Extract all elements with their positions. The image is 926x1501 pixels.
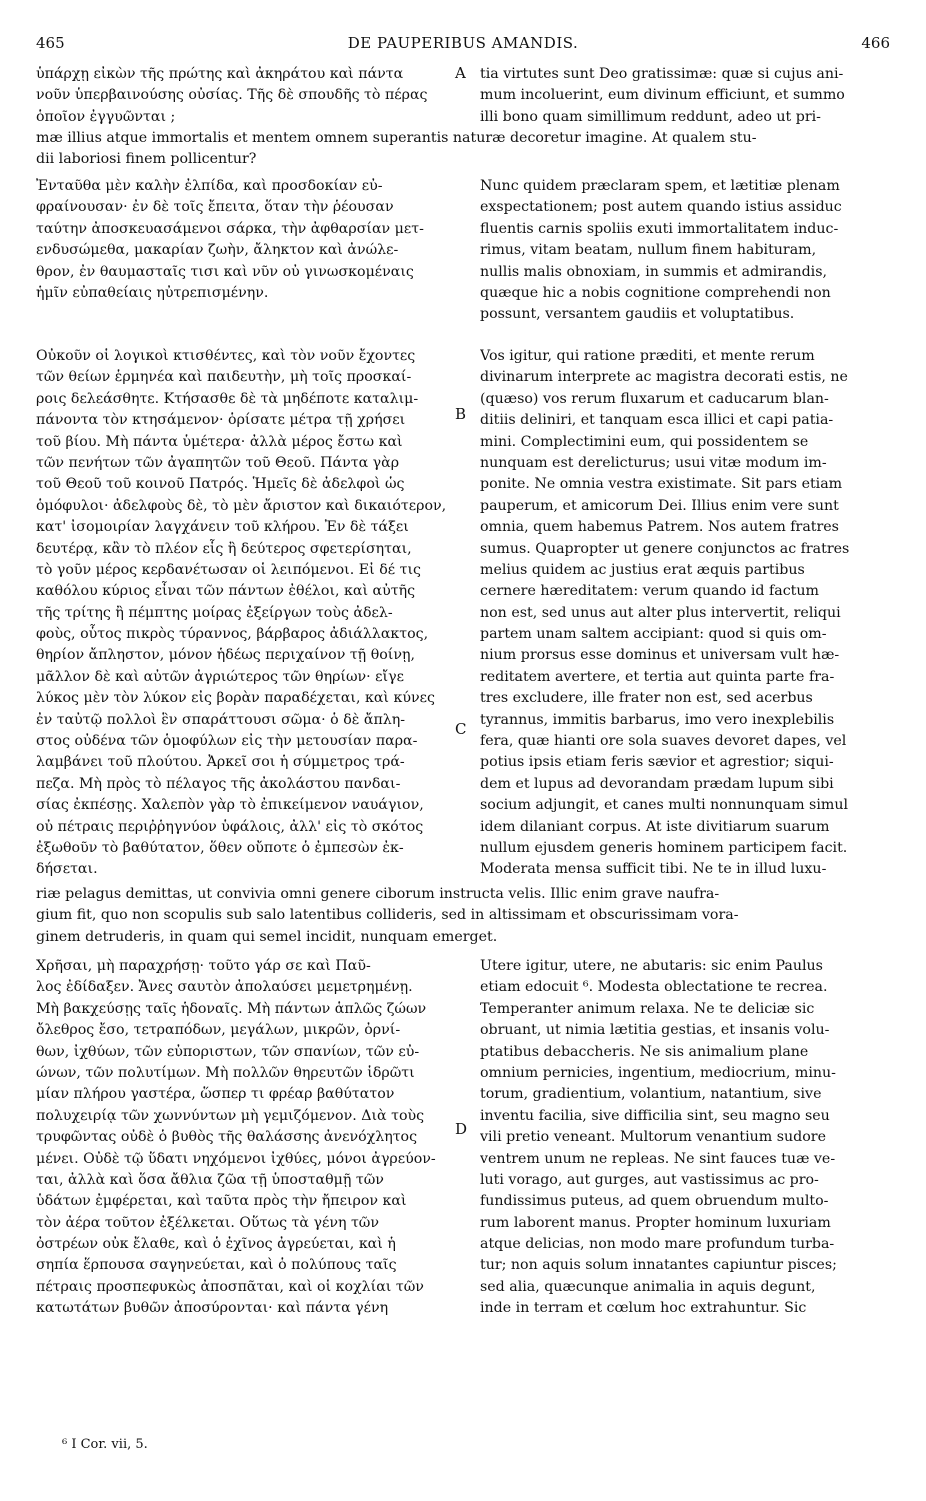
- greek-paragraph-2: [36, 346, 468, 881]
- text-line: ponite. Ne omnia vestra existimate. Sit pars etiam: [480, 476, 843, 493]
- greek-column-section-a: [36, 64, 468, 128]
- text-line: τρυφῶντας οὐδὲ ὁ βυθὸς τῆς θαλάσσης ἀνενόχλητος: [36, 1129, 418, 1146]
- text-line: ώνων, τῶν πολυτίμων. Μὴ πολλῶν θηρευτῶν ἱδρῶτι: [36, 1064, 415, 1081]
- text-line: non est, sed unus aut alter plus intervertit, reliqui: [480, 604, 841, 621]
- text-line: δευτέρᾳ, κἂν τὸ πλέον εἷς ἢ δεύτερος σφετερίσηται,: [36, 540, 412, 557]
- text-line: sumus. Quapropter ut genere conjunctos ac fratres: [480, 540, 850, 557]
- text-line: τὸ γοῦν μέρος κερδανέτωσαν οἱ λειπόμενοι. Εἰ δέ τις: [36, 561, 421, 578]
- page-number-left: 465: [36, 34, 65, 52]
- text-line: cernere hæreditatem: verum quando id factum: [480, 583, 819, 600]
- text-line: gium fit, quo non scopulis sub salo latentibus collideris, sed in altissimam et obscurissimam vora-: [36, 907, 739, 924]
- text-line: κατ' ἰσομοιρίαν λαγχάνειν τοῦ κλήρου. Ἐν δὲ τάξει: [36, 519, 409, 536]
- text-line: rum laborent manus. Propter hominum luxuriam: [480, 1214, 831, 1231]
- text-line: obruant, ut nimia lætitia gestias, et insanis volu-: [480, 1022, 830, 1039]
- text-line: exspectationem; post autem quando istius assiduc: [480, 199, 842, 216]
- text-line: ἡμῖν εὐπαθείαις ηὐτρεπισμένην.: [36, 284, 269, 301]
- text-line: κατωτάτων βυθῶν ἀποσύρονται· καὶ πάντα γένη: [36, 1300, 389, 1317]
- text-line: ditiis deliniri, et tanquam esca illici et capi patia-: [480, 412, 834, 429]
- text-line: tur; non aquis solum innatantes capiuntur pisces;: [480, 1257, 837, 1274]
- greek-paragraph-1: [36, 176, 468, 304]
- text-line: πέτραις προσπεφυκὼς ἀποσπᾶται, καὶ οἱ κοχλίαι τῶν: [36, 1278, 424, 1295]
- text-line: illi bono quam simillimum reddunt, adeo ut pri-: [480, 108, 821, 125]
- text-line: πεζα. Μὴ πρὸς τὸ πέλαγος τῆς ἀκολάστου πανδαι-: [36, 775, 401, 792]
- text-line: ὀστρέων οὐκ ἔλαθε, καὶ ὁ ἐχῖνος ἀγρεύεται, καὶ ἡ: [36, 1236, 396, 1253]
- text-line: μίαν πλήρου γαστέρα, ὥσπερ τι φρέαρ βαθύτατον: [36, 1086, 395, 1103]
- text-line: σίας ἐκπέσῃς. Χαλεπὸν γὰρ τὸ ἐπικείμενον ναυάγιον,: [36, 797, 424, 814]
- text-line: (quæso) vos rerum fluxarum et caducarum blan-: [480, 390, 829, 407]
- text-line: Οὐκοῦν οἱ λογικοὶ κτισθέντες, καὶ τὸν νοῦν ἔχοντες: [36, 348, 416, 364]
- text-line: τῶν πενήτων τῶν ἀγαπητῶν τοῦ Θεοῦ. Πάντα γὰρ: [36, 454, 400, 471]
- text-line: Μὴ βακχεύσῃς ταῖς ἡδοναῖς. Μὴ πάντων ἁπλῶς ζώων: [36, 1000, 427, 1017]
- text-line: Vos igitur, qui ratione præditi, et mente rerum: [480, 348, 815, 364]
- text-line: melius quidem ac justius erat æquis partibus: [480, 561, 805, 578]
- running-header: [36, 34, 890, 58]
- text-line: Χρῆσαι, μὴ παραχρήσῃ· τοῦτο γάρ σε καὶ Παῦ-: [36, 958, 371, 974]
- text-line: ptatibus debaccheris. Ne sis animalium plane: [480, 1043, 809, 1060]
- text-line: ταύτην ἀποσκευασάμενοι σάρκα, τὴν ἀφθαρσίαν μετ-: [36, 220, 424, 237]
- text-line: καθόλου κύριος εἶναι τῶν πάντων ἐθέλοι, καὶ αὐτῆς: [36, 583, 416, 600]
- text-line: μένει. Οὐδὲ τῷ ὕδατι νηχόμενοι ἰχθύες, μόνοι ἀγρεύον-: [36, 1150, 436, 1167]
- text-line: tia virtutes sunt Deo gratissimæ: quæ si cujus ani-: [480, 66, 844, 82]
- text-line: λαμβάνει τοῦ πλούτου. Ἀρκεῖ σοι ἡ σύμμετρος τρά-: [36, 754, 405, 771]
- text-line: tres excludere, ille frater non est, sed acerbus: [480, 690, 813, 707]
- text-line: ροις δελεάσθητε. Κτήσασθε δὲ τὰ μηδέποτε καταλιμ-: [36, 390, 419, 407]
- text-line: omnium pernicies, ingentium, mediocrium, minu-: [480, 1064, 836, 1081]
- text-line: divinarum interprete ac magistra decorati estis, ne: [480, 369, 848, 386]
- text-line: Moderata mensa sufficit tibi. Ne te in illud luxu-: [480, 861, 827, 878]
- text-line: potius ipsis etiam feris sævior et agrestior; siqui-: [480, 754, 834, 771]
- latin-paragraph-2: [480, 346, 892, 881]
- text-line: Temperanter animum relaxa. Ne te deliciæ sic: [480, 1000, 815, 1017]
- text-line: λος ἐδίδαξεν. Ἄνες σαυτὸν ἀπολαύσει μεμετρημένῃ.: [36, 979, 413, 996]
- text-line: quæque hic a nobis cognitione comprehendi non: [480, 284, 831, 301]
- latin-full-width-section-a: [36, 128, 892, 171]
- margin-marker-b: B: [455, 405, 467, 423]
- text-line: θηρίον ἄπληστον, μόνον ἡδέως περιχαίνον τῇ θοίνῃ,: [36, 647, 415, 664]
- text-line: nullis malis obnoxiam, in summis et admirandis,: [480, 263, 827, 280]
- text-line: φραίνουσαν· ἐν δὲ τοῖς ἔπειτα, ὅταν τὴν ῥέουσαν: [36, 199, 394, 216]
- text-line: idem dilaniant corpus. At iste divitiarum suarum: [480, 818, 830, 835]
- text-line: inde in terram et cœlum hoc extrahuntur. Sic: [480, 1300, 807, 1317]
- text-line: reditatem avertere, et tertia aut quinta parte fra-: [480, 668, 835, 685]
- text-line: rimus, vitam beatam, nullum finem habituram,: [480, 242, 817, 259]
- text-line: Ἐνταῦθα μὲν καλὴν ἐλπίδα, καὶ προσδοκίαν εὐ-: [36, 178, 383, 194]
- text-line: ὁποῖον ἐγγυῶνται ;: [36, 108, 176, 125]
- text-line: mæ illius atque immortalis et mentem omnem superantis naturæ decoretur imagine. At qualem stu-: [36, 130, 757, 146]
- text-line: mum incoluerint, eum divinum efficiunt, et summo: [480, 87, 845, 104]
- text-line: pauperum, et amicorum Dei. Illius enim vere sunt: [480, 497, 839, 514]
- text-line: οὐ πέτραις περιῤῥηγνύον ὑφάλοις, ἀλλ' εἰς τὸ σκότος: [36, 818, 424, 835]
- latin-column-section-c: [480, 956, 892, 1320]
- text-line: ὄλεθρος ἔσο, τετραπόδων, μεγάλων, μικρῶν, ὀρνί-: [36, 1022, 401, 1039]
- margin-marker-a: A: [455, 64, 466, 82]
- text-line: nium prorsus esse dominus et universam vult hæ-: [480, 647, 840, 664]
- text-line: φοὺς, οὗτος πικρὸς τύραννος, βάρβαρος ἀδιάλλακτος,: [36, 626, 429, 643]
- text-line: luti vorago, aut gurges, aut vastissimus ac pro-: [480, 1171, 819, 1188]
- text-line: partem unam saltem accipiant: quod si quis om-: [480, 626, 827, 643]
- margin-marker-d: D: [455, 1120, 468, 1138]
- text-line: riæ pelagus demittas, ut convivia omni genere ciborum instructa velis. Illic enim grave naufra-: [36, 886, 720, 902]
- margin-marker-c: C: [455, 720, 467, 738]
- latin-paragraph-1: [480, 176, 892, 326]
- text-line: torum, gradientium, volantium, natantium, sive: [480, 1086, 822, 1103]
- text-line: ginem detruderis, in quam qui semel incidit, nunquam emerget.: [36, 928, 498, 945]
- text-line: ὑπάρχῃ εἰκὼν τῆς πρώτης καὶ ἀκηράτου καὶ πάντα: [36, 66, 404, 82]
- text-line: possunt, versantem gaudiis et voluptatibus.: [480, 306, 795, 323]
- text-line: θων, ἰχθύων, τῶν εὐποριστων, τῶν σπανίων, τῶν εὐ-: [36, 1043, 420, 1060]
- text-line: ἐν ταὐτῷ πολλοὶ ἓν σπαράττουσι σῶμα· ὁ δὲ ἄπλη-: [36, 711, 406, 728]
- text-line: dem et lupus ad devorandam prædam lupum sibi: [480, 775, 834, 792]
- text-line: ται, ἀλλὰ καὶ ὅσα ἄθλια ζῶα τῇ ὑποσταθμῇ τῶν: [36, 1171, 384, 1188]
- text-line: νοῦν ὑπερβαινούσης οὐσίας. Τῆς δὲ σπουδῆς τὸ πέρας: [36, 87, 428, 104]
- text-line: ἐξωθοῦν τὸ βαθύτατον, ὅθεν οὔποτε ὁ ἐμπεσὼν ἐκ-: [36, 839, 404, 856]
- greek-column-section-c: [36, 956, 468, 1320]
- text-line: δήσεται.: [36, 861, 98, 878]
- text-line: ὑδάτων ἐμφέρεται, καὶ ταῦτα πρὸς τὴν ἤπειρον καὶ: [36, 1193, 407, 1210]
- text-line: nullum ejusdem generis hominem participem facit.: [480, 839, 848, 856]
- text-line: μᾶλλον δὲ καὶ αὐτῶν ἀγριώτερος τῶν θηρίων· εἴγε: [36, 668, 404, 685]
- text-line: omnia, quem habemus Patrem. Nos autem fratres: [480, 519, 839, 536]
- text-line: atque delicias, non modo mare profundum turba-: [480, 1236, 835, 1253]
- text-line: θρον, ἐν θαυμασταῖς τισι καὶ νῦν οὐ γινωσκομέναις: [36, 263, 414, 280]
- footnote: ⁶ I Cor. vii, 5.: [62, 1437, 148, 1452]
- text-line: λύκος μὲν τὸν λύκον εἰς βορὰν παραδέχεται, καὶ κύνες: [36, 690, 435, 707]
- text-line: fera, quæ hianti ore sola suaves devoret dapes, vel: [480, 733, 847, 750]
- text-line: τοῦ βίου. Μὴ πάντα ὑμέτερα· ἀλλὰ μέρος ἔστω καὶ: [36, 433, 403, 450]
- text-line: fluentis carnis spoliis exuti immortalitatem induc-: [480, 220, 839, 237]
- running-title: DE PAUPERIBUS AMANDIS.: [347, 34, 579, 52]
- text-line: ὁμόφυλοι· ἀδελφοὺς δὲ, τὸ μὲν ἄριστον καὶ δικαιότερον,: [36, 497, 447, 514]
- text-line: inventu facilia, sive difficilia sint, seu magno seu: [480, 1107, 830, 1124]
- text-line: πάνοντα τὸν κτησάμενον· ὁρίσατε μέτρα τῇ χρήσει: [36, 412, 406, 429]
- page-number-right: 466: [861, 34, 890, 52]
- text-line: τοῦ Θεοῦ τοῦ κοινοῦ Πατρός. Ἡμεῖς δὲ ἀδελφοὶ ὡς: [36, 476, 405, 493]
- text-line: sed alia, quæcunque animalia in aquis degunt,: [480, 1278, 816, 1295]
- text-line: mini. Complectimini eum, qui possidentem se: [480, 433, 809, 450]
- text-line: τῶν θείων ἑρμηνέα καὶ παιδευτὴν, μὴ τοῖς προσκαί-: [36, 369, 412, 386]
- text-line: στος οὐδένα τῶν ὁμοφύλων εἰς τὴν μετουσίαν παρα-: [36, 733, 418, 750]
- text-line: ventrem unum ne repleas. Ne sint fauces tuæ ve-: [480, 1150, 836, 1167]
- latin-full-width-section-b: [36, 884, 892, 948]
- text-line: socium adjungit, et canes multi nonnunquam simul: [480, 797, 848, 814]
- text-line: vili pretio veneant. Multorum venantium sudore: [480, 1129, 826, 1146]
- text-line: ενδυσώμεθα, μακαρίαν ζωὴν, ἄληκτον καὶ ἀνώλε-: [36, 242, 399, 259]
- latin-column-section-a: [480, 64, 892, 128]
- text-line: tyrannus, immitis barbarus, imo vero inexplebilis: [480, 711, 835, 728]
- text-line: etiam edocuit ⁶. Modesta oblectatione te recrea.: [480, 979, 828, 996]
- text-line: fundissimus puteus, ad quem obruendum multo-: [480, 1193, 829, 1210]
- text-line: σηπία ἕρπουσα σαγηνεύεται, καὶ ὁ πολύπους ταῖς: [36, 1257, 397, 1274]
- text-line: τὸν ἀέρα τοῦτον ἐξέλκεται. Οὕτως τὰ γένη τῶν: [36, 1214, 380, 1231]
- text-line: πολυχειρίᾳ τῶν χωννύντων μὴ γεμιζόμενον. Διὰ τοὺς: [36, 1107, 425, 1124]
- text-line: τῆς τρίτης ἢ πέμπτης μοίρας ἐξείργων τοὺς ἀδελ-: [36, 604, 393, 621]
- text-line: nunquam est derelicturus; usui vitæ modum im-: [480, 454, 827, 471]
- text-line: dii laboriosi finem pollicentur?: [36, 151, 257, 168]
- text-line: Utere igitur, utere, ne abutaris: sic enim Paulus: [480, 958, 823, 974]
- text-line: Nunc quidem præclaram spem, et lætitiæ plenam: [480, 178, 840, 194]
